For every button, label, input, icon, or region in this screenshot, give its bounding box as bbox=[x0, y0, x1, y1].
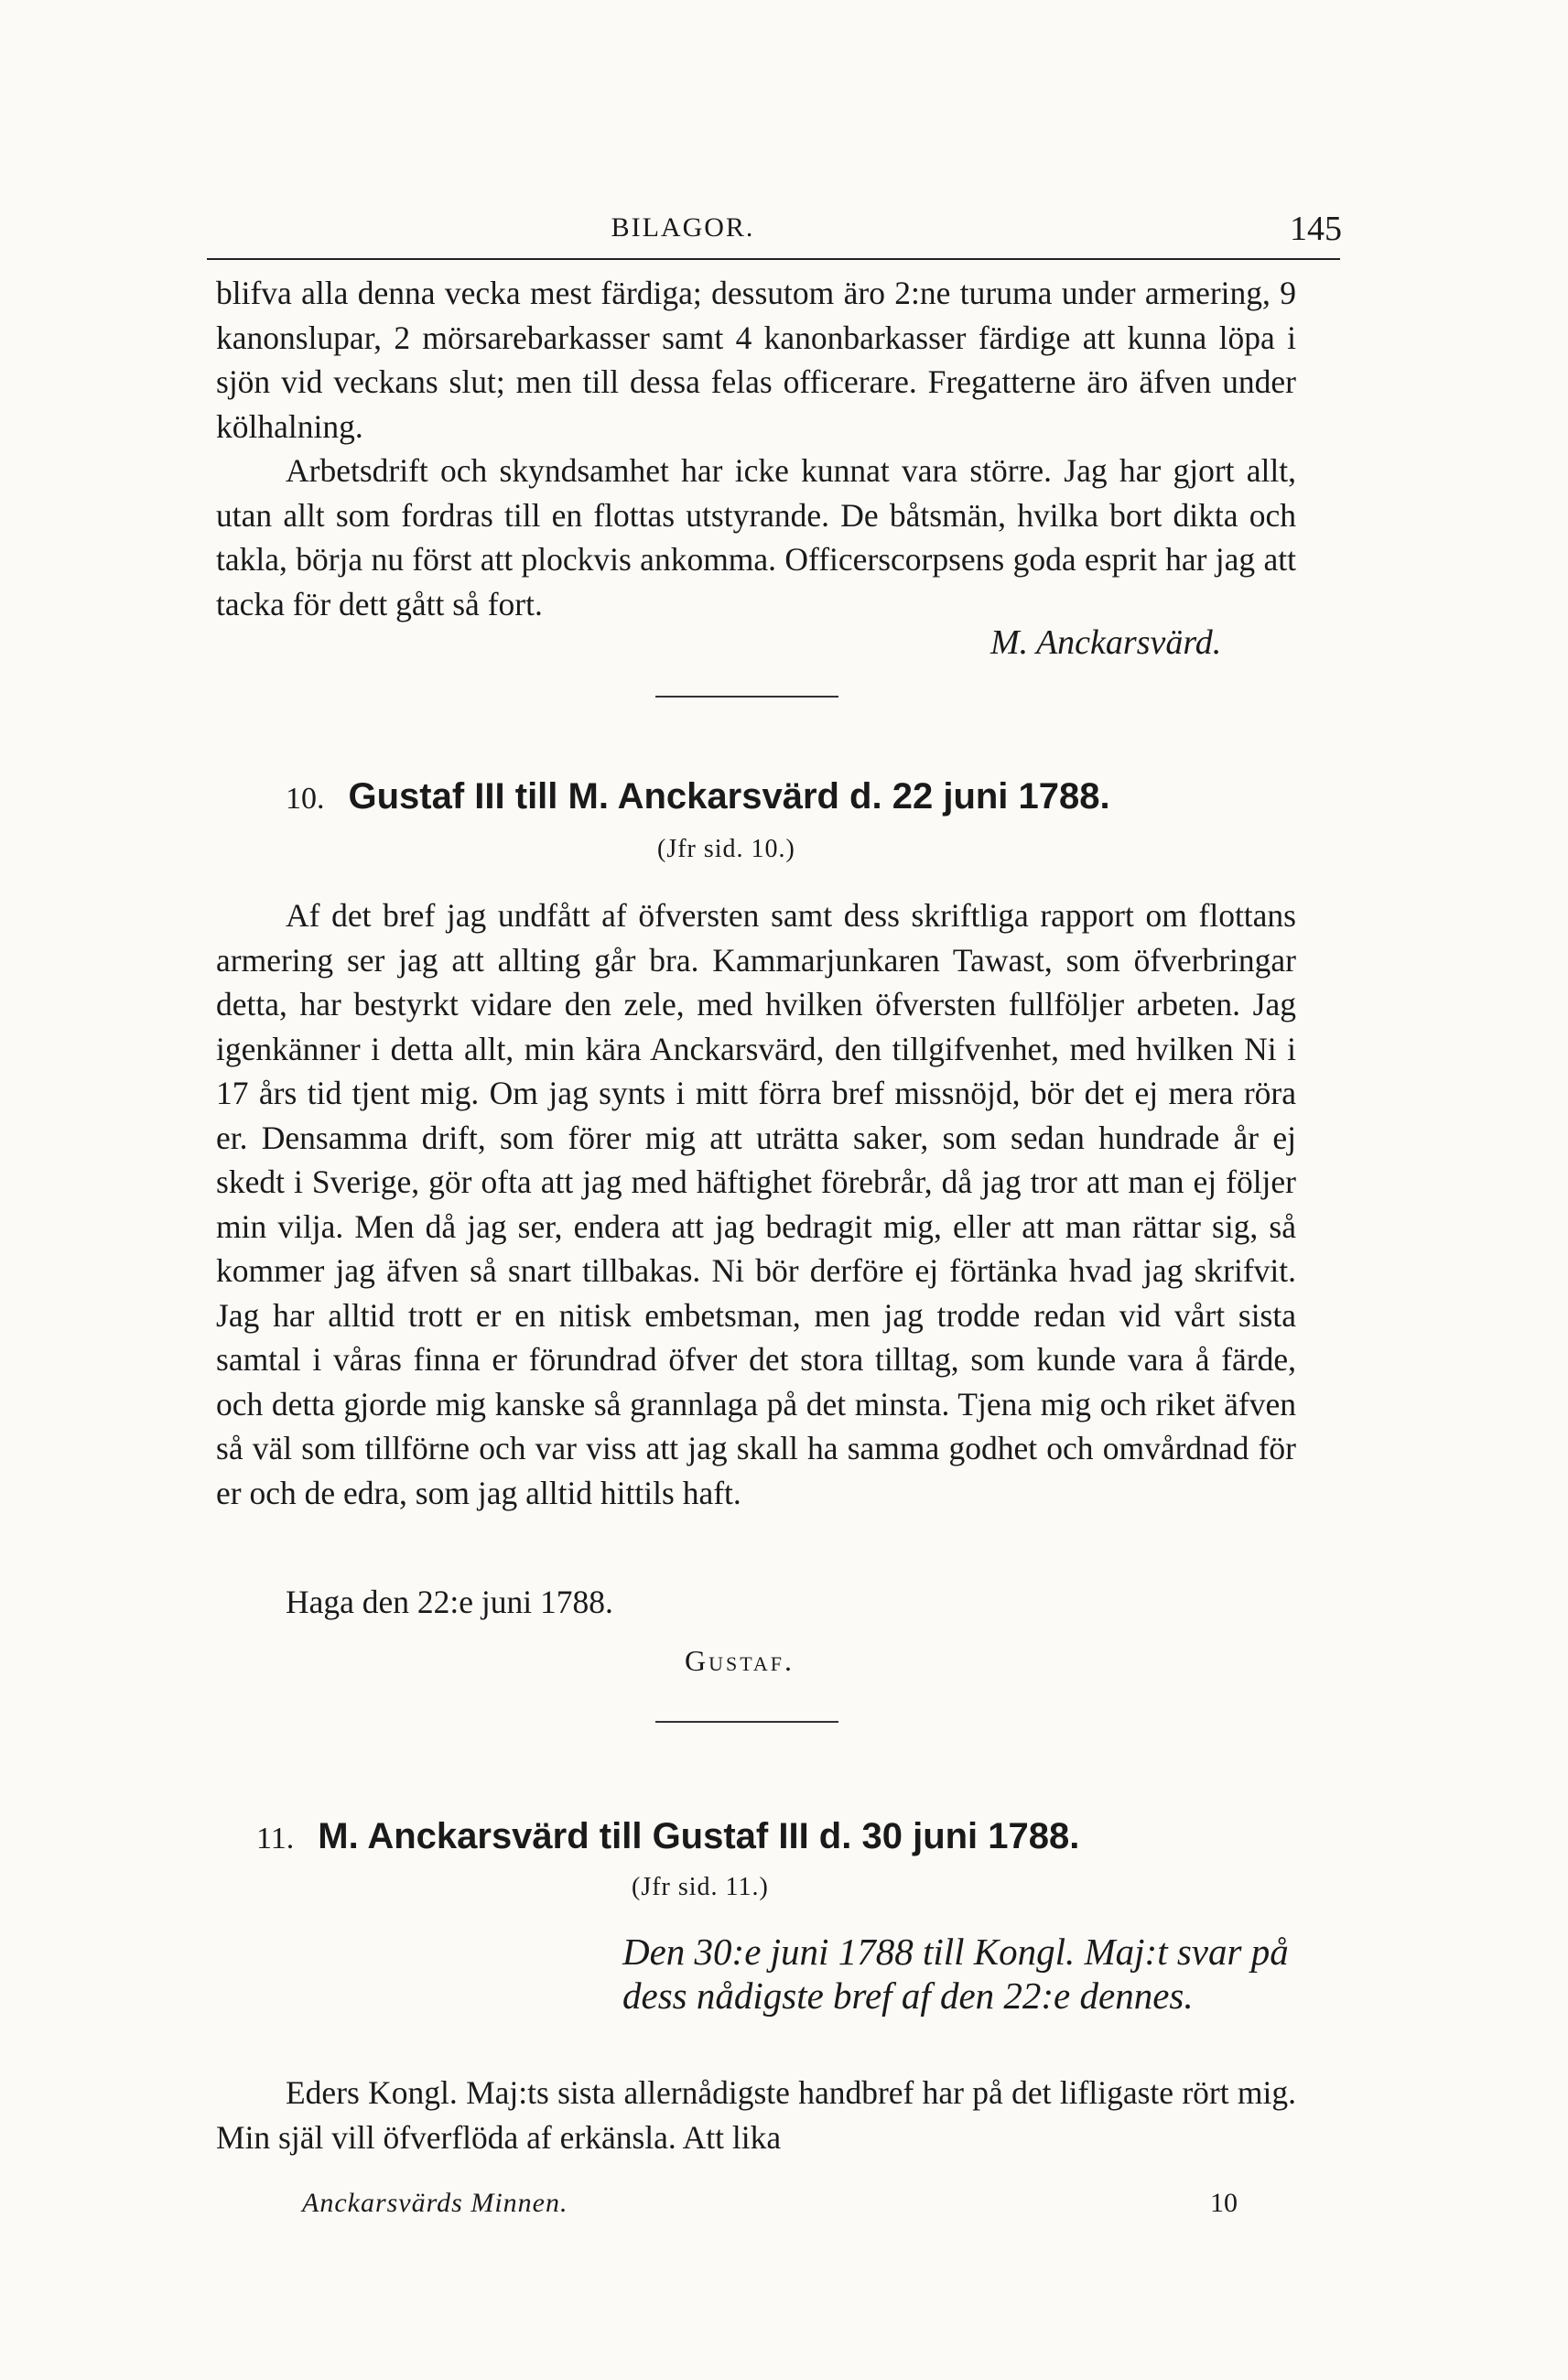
letter-body: Eders Kongl. Maj:ts sista allernådigste handbref har på det lifligaste rört mig. Min själ vill öfverflöda af erkänsla. Att lika bbox=[216, 2074, 1296, 2156]
page-number: 145 bbox=[1290, 210, 1342, 248]
section-divider bbox=[655, 696, 838, 698]
letter-title: M. Anckarsvärd till Gustaf III d. 30 juni 1788. bbox=[318, 1816, 1080, 1856]
section-divider bbox=[655, 1721, 838, 1723]
header-rule bbox=[207, 258, 1340, 260]
closing-signature: Gustaf. bbox=[685, 1644, 795, 1677]
letter-dateline: Den 30:e juni 1788 till Kongl. Maj:t svar på dess nådigste bref af den 22:e dennes. bbox=[622, 1931, 1289, 2017]
running-head bbox=[207, 209, 1342, 264]
paragraph: blifva alla denna vecka mest färdiga; dessutom äro 2:ne turuma under armering, 9 kanonslupar, 2 mörsarebarkasser samt 4 kanonbarkasser färdige att kunna löpa i sjön vid veckans slut; men till dessa felas officerare. Fregatterne äro äfven under kölhalning. bbox=[216, 275, 1296, 445]
cross-reference: (Jfr sid. 10.) bbox=[657, 835, 795, 863]
letter-heading bbox=[256, 1816, 1336, 1857]
letter-body: Af det bref jag undfått af öfversten samt dess skriftliga rapport om flottans armering ser jag att allting går bra. Kammarjunkaren Tawast, som öfverbringar detta, har bestyrkt vidare den zele, med hvilken öfversten fullföljer arbeten. Jag igenkänner i detta allt, min kära Anckarsvärd, den tillgifvenhet, med hvilken Ni i 17 års tid tjent mig. Om jag synts i mitt förra bref missnöjd, bör det ej mera röra er. Densamma drift, som förer mig att uträtta saker, som sedan hundrade år ej skedt i Sverige, gör ofta att jag med häftighet förebrår, då jag tror att man ej följer min vilja. Men då jag ser, endera att jag bedragit mig, eller att man rättar sig, så kommer jag äfven så snart tillbakas. Ni bör derföre ej förtänka hvad jag skrifvit. Jag har alltid trott er en nitisk embetsman, men jag trodde redan vid vårt sista samtal i våras finna er förundrad öfver det stora tilltag, som kunde vara å färde, och detta gjorde mig kanske så grannlaga på det minsta. Tjena mig och riket äfven så väl som tillförne och var viss att jag skall ha samma godhet och omvårdnad för er och de edra, som jag alltid hittils haft. bbox=[216, 897, 1296, 1511]
letter-heading bbox=[286, 776, 1366, 817]
previous-letter-text bbox=[216, 271, 1296, 626]
cross-reference: (Jfr sid. 11.) bbox=[632, 1873, 769, 1901]
letter-number: 11. bbox=[256, 1822, 295, 1855]
paragraph: Arbetsdrift och skyndsamhet har icke kunnat vara större. Jag har gjort allt, utan allt som fordras till en flottas utstyrande. De båtsmän, hvilka bort dikta och takla, börja nu först att plockvis ankomma. Officerscorpsens goda esprit har jag att tacka för dett gått så fort. bbox=[216, 452, 1296, 622]
letter-number: 10. bbox=[286, 782, 325, 816]
signature: M. Anckarsvärd. bbox=[990, 623, 1222, 662]
footer-source: Anckarsvärds Minnen. bbox=[302, 2188, 568, 2218]
running-title: BILAGOR. bbox=[611, 212, 755, 243]
place-date: Haga den 22:e juni 1788. bbox=[286, 1584, 613, 1620]
footer-signature-mark: 10 bbox=[1210, 2188, 1238, 2218]
letter-title: Gustaf III till M. Anckarsvärd d. 22 juni 1788. bbox=[348, 776, 1110, 817]
